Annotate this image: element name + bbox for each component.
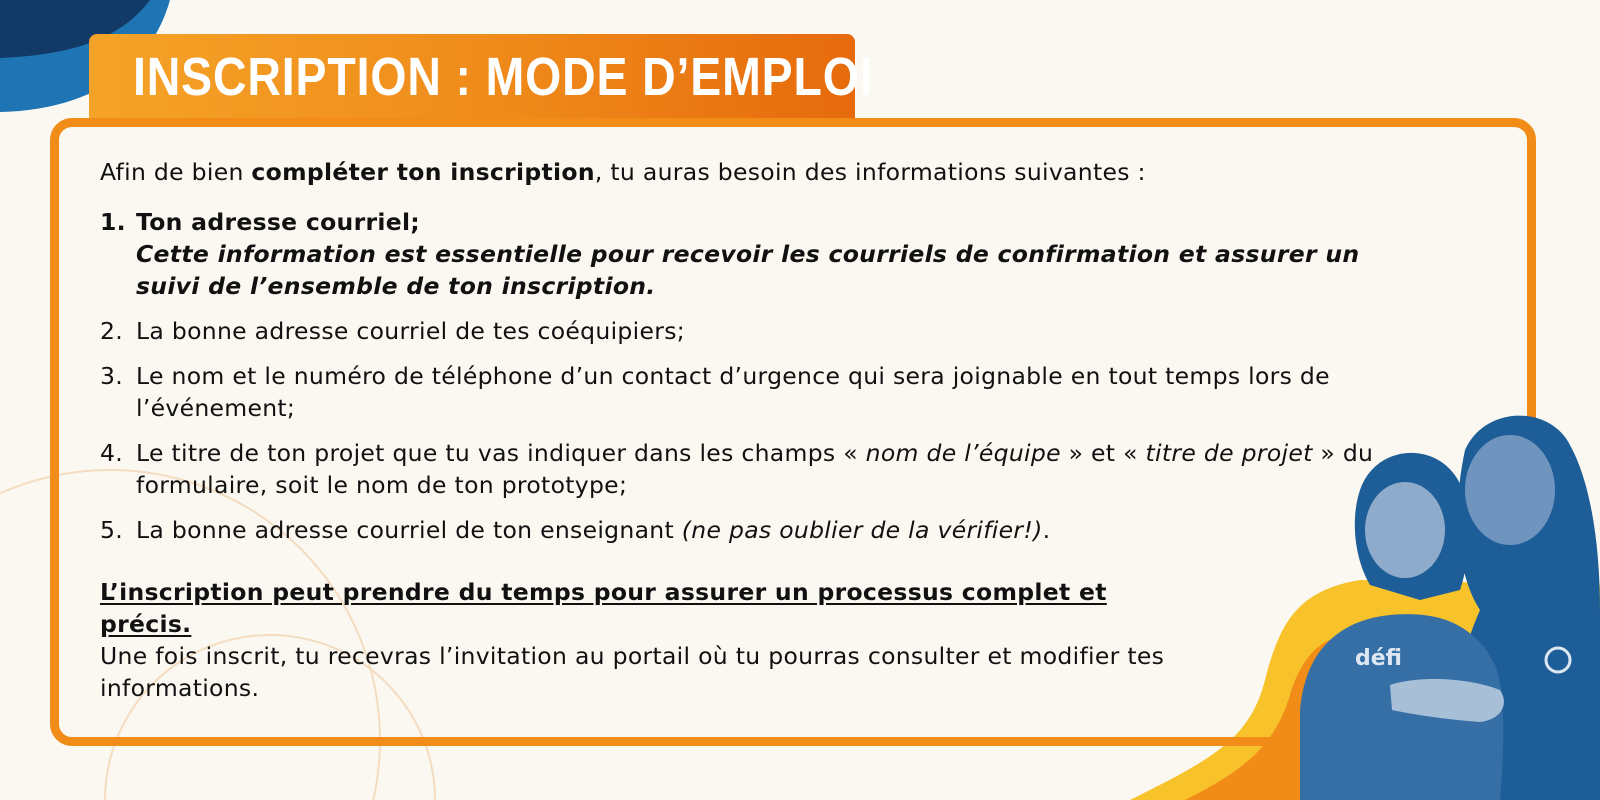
intro-strong: compléter ton inscription [251,158,595,186]
item-text: » du formulaire, soit le nom de ton prototype; [136,439,1374,499]
item-text: La bonne adresse courriel de tes coéquipiers; [136,317,685,345]
item-text: Le nom et le numéro de téléphone d’un contact d’urgence qui sera joignable en tout temps lors de l’événement; [136,362,1330,422]
item-subtitle: Cette information est essentielle pour recevoir les courriels de confirmation et assurer un suivi de l’ensemble de ton inscription. [136,240,1360,300]
item-text: » et « [1060,439,1146,467]
intro-text: Afin de bien [100,158,252,186]
list-item [100,437,1390,501]
students-photo [1300,410,1600,800]
field-name: nom de l’équipe [865,439,1061,467]
list-item [100,315,1390,347]
item-note: (ne pas oublier de la vérifier!) [681,516,1043,544]
list-item [100,206,1390,302]
instructions-content [100,156,1390,704]
svg-text:défi: défi [1355,646,1402,671]
list-item [100,360,1390,424]
item-number: 4. [100,439,124,467]
intro-paragraph [100,156,1390,188]
item-number: 1. [100,208,126,236]
list-item [100,514,1390,546]
registration-note [100,576,1180,704]
item-number: 3. [100,362,124,390]
field-name: titre de projet [1145,439,1313,467]
intro-text-end: , tu auras besoin des informations suivantes : [594,158,1146,186]
page-title: INSCRIPTION : MODE D’EMPLOI [133,47,874,107]
item-text: Le titre de ton projet que tu vas indiquer dans les champs « [136,439,866,467]
note-title: L’inscription peut prendre du temps pour assurer un processus complet et précis. [100,578,1107,638]
item-text: La bonne adresse courriel de ton enseignant [136,516,682,544]
item-title: Ton adresse courriel; [136,208,420,236]
required-info-list [100,206,1390,546]
item-number: 5. [100,516,124,544]
item-text-end: . [1042,516,1051,544]
note-body: Une fois inscrit, tu recevras l’invitation au portail où tu pourras consulter et modifier tes informations. [100,642,1165,702]
item-number: 2. [100,317,124,345]
